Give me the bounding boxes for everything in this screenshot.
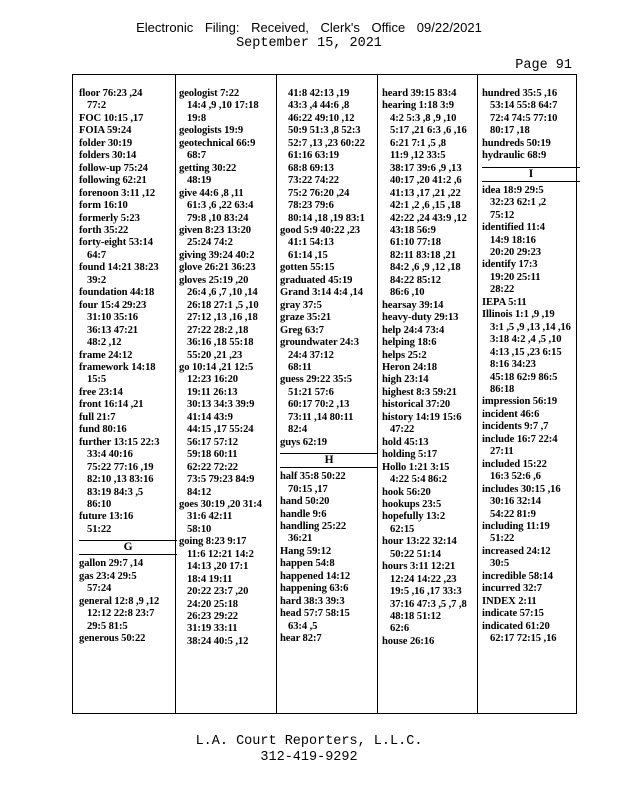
index-continuation-line: 14:4 ,9 ,10 17:18 bbox=[187, 100, 259, 112]
index-entry: geologist 7:22 bbox=[179, 88, 240, 99]
index-continuation-line: 86:18 bbox=[490, 383, 515, 395]
index-entry: floor 76:23 ,24 bbox=[79, 88, 143, 99]
index-continuation-line: 42:1 ,2 ,6 ,15 ,18 bbox=[390, 200, 461, 212]
footer-phone: 312-419-9292 bbox=[260, 750, 358, 765]
index-continuation-line: 27:22 28:2 ,18 bbox=[187, 324, 249, 336]
column-divider bbox=[276, 75, 277, 713]
index-entry: house 26:16 bbox=[382, 635, 435, 647]
index-entry: forenoon 3:11 ,12 bbox=[79, 187, 156, 199]
index-continuation-line: 57:24 bbox=[87, 583, 112, 595]
index-continuation-line: 24:20 25:18 bbox=[187, 598, 238, 610]
index-continuation-line: 48:2 ,12 bbox=[87, 337, 122, 349]
index-continuation-line: 82:11 83:18 ,21 bbox=[390, 249, 456, 261]
index-continuation-line: 12:12 22:8 23:7 bbox=[87, 608, 155, 620]
index-entry: happened 14:12 bbox=[280, 570, 351, 582]
index-continuation-line: 75:12 bbox=[490, 209, 515, 221]
index-continuation-line: 72:4 74:5 77:10 bbox=[490, 112, 558, 124]
section-letter: I bbox=[482, 167, 580, 182]
index-column-1 bbox=[79, 88, 177, 645]
index-entry: incurred 32:7 bbox=[482, 583, 543, 595]
index-entry: high 23:14 bbox=[382, 374, 429, 386]
index-continuation-line: 86:10 bbox=[87, 498, 112, 510]
filing-header: Electronic Filing: Received, Clerk's Office 09/22/2021 bbox=[136, 20, 482, 35]
index-continuation-line: 16:3 52:6 ,6 bbox=[490, 471, 541, 483]
index-entry: help 24:4 73:4 bbox=[382, 324, 445, 336]
index-entry: hear 82:7 bbox=[280, 633, 322, 645]
index-entry: Heron 24:18 bbox=[382, 361, 437, 373]
index-entry: further 13:15 22:3 bbox=[79, 436, 160, 448]
index-continuation-line: 27:12 ,13 ,16 ,18 bbox=[187, 312, 258, 324]
index-entry: future 13:16 bbox=[79, 511, 134, 523]
index-entry: incidents 9:7 ,7 bbox=[482, 421, 549, 433]
index-entry: Greg 63:7 bbox=[280, 324, 324, 336]
index-continuation-line: 18:4 19:11 bbox=[187, 573, 233, 585]
index-continuation-line: 29:5 81:5 bbox=[87, 620, 128, 632]
index-entry: graze 35:21 bbox=[280, 312, 331, 324]
index-continuation-line: 19:8 bbox=[187, 112, 207, 124]
index-entry: good 5:9 40:22 ,23 bbox=[280, 224, 361, 236]
index-continuation-line: 31:10 35:16 bbox=[87, 312, 138, 324]
index-entry: includes 30:15 ,16 bbox=[482, 483, 561, 495]
index-entry: handle 9:6 bbox=[280, 508, 327, 520]
index-continuation-line: 80:17 ,18 bbox=[490, 125, 530, 137]
section-letter: G bbox=[79, 540, 177, 555]
index-entry: included 15:22 bbox=[482, 458, 547, 470]
index-entry: hearsay 39:14 bbox=[382, 299, 444, 311]
footer-company: L.A. Court Reporters, L.L.C. bbox=[195, 734, 423, 749]
index-entry: going 8:23 9:17 bbox=[179, 536, 247, 548]
index-continuation-line: 52:7 ,13 ,23 60:22 bbox=[288, 137, 365, 149]
index-continuation-line: 68:11 bbox=[288, 361, 312, 373]
index-continuation-line: 61:16 63:19 bbox=[288, 150, 339, 162]
index-entry: go 10:14 ,21 12:5 bbox=[179, 361, 254, 373]
index-entry: Illinois 1:1 ,9 ,19 bbox=[482, 309, 555, 321]
index-entry: found 14:21 38:23 bbox=[79, 262, 159, 274]
index-entry: full 21:7 bbox=[79, 411, 116, 423]
index-continuation-line: 20:20 29:23 bbox=[490, 246, 541, 258]
index-page-frame bbox=[72, 74, 577, 714]
index-entry: free 23:14 bbox=[79, 386, 123, 398]
index-entry: heavy-duty 29:13 bbox=[382, 312, 459, 324]
index-continuation-line: 62:6 bbox=[390, 623, 410, 635]
index-column-5 bbox=[482, 88, 580, 645]
index-continuation-line: 38:17 39:6 ,9 ,13 bbox=[390, 162, 462, 174]
index-continuation-line: 82:10 ,13 83:16 bbox=[87, 474, 154, 486]
index-entry: identify 17:3 bbox=[482, 259, 538, 271]
index-entry: hundreds 50:19 bbox=[482, 137, 551, 149]
index-continuation-line: 83:19 84:3 ,5 bbox=[87, 486, 144, 498]
index-entry: helps 25:2 bbox=[382, 349, 427, 361]
index-continuation-line: 47:22 bbox=[390, 424, 415, 436]
index-continuation-line: 39:2 bbox=[87, 274, 107, 286]
index-entry: increased 24:12 bbox=[482, 545, 551, 557]
index-continuation-line: 42:22 ,24 43:9 ,12 bbox=[390, 212, 467, 224]
index-continuation-line: 80:14 ,18 ,19 83:1 bbox=[288, 212, 365, 224]
index-entry: impression 56:19 bbox=[482, 396, 558, 408]
index-continuation-line: 51:21 57:6 bbox=[288, 386, 334, 398]
index-entry: forty-eight 53:14 bbox=[79, 237, 153, 249]
index-entry: holding 5:17 bbox=[382, 449, 438, 461]
index-continuation-line: 50:22 51:14 bbox=[390, 548, 441, 560]
index-entry: head 57:7 58:15 bbox=[280, 608, 350, 620]
filing-date: September 15, 2021 bbox=[236, 36, 382, 51]
index-entry: gallon 29:7 ,14 bbox=[79, 558, 144, 570]
index-entry: history 14:19 15:6 bbox=[382, 411, 462, 423]
index-entry: including 11:19 bbox=[482, 520, 550, 532]
index-continuation-line: 27:11 bbox=[490, 446, 514, 458]
index-column-2 bbox=[179, 88, 277, 648]
index-entry: hand 50:20 bbox=[280, 496, 330, 508]
index-entry: hold 45:13 bbox=[382, 436, 429, 448]
index-continuation-line: 51:22 bbox=[490, 533, 515, 545]
index-entry: gas 23:4 29:5 bbox=[79, 570, 137, 582]
index-entry: gray 37:5 bbox=[280, 299, 322, 311]
index-entry: hearing 1:18 3:9 bbox=[382, 100, 454, 112]
index-entry: hard 38:3 39:3 bbox=[280, 595, 345, 607]
index-column-4 bbox=[382, 88, 480, 648]
index-entry: helping 18:6 bbox=[382, 337, 437, 349]
index-entry: foundation 44:18 bbox=[79, 287, 155, 299]
index-continuation-line: 73:11 ,14 80:11 bbox=[288, 411, 354, 423]
index-entry: follow-up 75:24 bbox=[79, 162, 148, 174]
index-continuation-line: 61:14 ,15 bbox=[288, 249, 328, 261]
index-entry: getting 30:22 bbox=[179, 162, 237, 174]
index-entry: idea 18:9 29:5 bbox=[482, 184, 544, 196]
index-entry: indicated 61:20 bbox=[482, 620, 550, 632]
index-continuation-line: 25:24 74:2 bbox=[187, 237, 233, 249]
index-continuation-line: 53:14 55:8 64:7 bbox=[490, 100, 558, 112]
index-entry: Hollo 1:21 3:15 bbox=[382, 461, 450, 473]
index-continuation-line: 37:16 47:3 ,5 ,7 ,8 bbox=[390, 598, 467, 610]
index-continuation-line: 4:2 5:3 ,8 ,9 ,10 bbox=[390, 112, 457, 124]
index-continuation-line: 51:22 bbox=[87, 523, 112, 535]
index-continuation-line: 41:14 43:9 bbox=[187, 411, 233, 423]
index-continuation-line: 31:19 33:11 bbox=[187, 623, 238, 635]
index-continuation-line: 30:5 bbox=[490, 558, 510, 570]
index-entry: folder 30:19 bbox=[79, 137, 133, 149]
index-continuation-line: 62:15 bbox=[390, 523, 415, 535]
index-continuation-line: 26:4 ,6 ,7 ,10 ,14 bbox=[187, 287, 258, 299]
index-continuation-line: 48:19 bbox=[187, 175, 212, 187]
index-continuation-line: 56:17 57:12 bbox=[187, 436, 238, 448]
index-entry: forth 35:22 bbox=[79, 224, 129, 236]
index-entry: glove 26:21 36:23 bbox=[179, 262, 256, 274]
index-continuation-line: 62:17 72:15 ,16 bbox=[490, 633, 557, 645]
index-continuation-line: 36:16 ,18 55:18 bbox=[187, 337, 254, 349]
index-continuation-line: 55:20 ,21 ,23 bbox=[187, 349, 243, 361]
index-entry: hours 3:11 12:21 bbox=[382, 561, 456, 573]
index-entry: hundred 35:5 ,16 bbox=[482, 88, 558, 99]
index-entry: goes 30:19 ,20 31:4 bbox=[179, 498, 262, 510]
index-continuation-line: 70:15 ,17 bbox=[288, 483, 328, 495]
index-continuation-line: 31:6 42:11 bbox=[187, 511, 233, 523]
index-continuation-line: 19:5 ,16 ,17 33:3 bbox=[390, 586, 462, 598]
index-entry: INDEX 2:11 bbox=[482, 595, 537, 607]
index-entry: identified 11:4 bbox=[482, 222, 545, 234]
index-entry: guess 29:22 35:5 bbox=[280, 374, 352, 386]
index-entry: groundwater 24:3 bbox=[280, 337, 359, 349]
index-continuation-line: 41:13 ,17 ,21 ,22 bbox=[390, 187, 461, 199]
index-continuation-line: 40:17 ,20 41:2 ,6 bbox=[390, 175, 462, 187]
index-continuation-line: 36:13 47:21 bbox=[87, 324, 138, 336]
index-continuation-line: 4:13 ,15 ,23 6:15 bbox=[490, 346, 562, 358]
index-entry: happen 54:8 bbox=[280, 558, 335, 570]
index-entry: geologists 19:9 bbox=[179, 125, 244, 137]
index-continuation-line: 82:4 bbox=[288, 424, 308, 436]
index-entry: given 8:23 13:20 bbox=[179, 224, 251, 236]
index-entry: folders 30:14 bbox=[79, 150, 137, 162]
column-divider bbox=[377, 75, 378, 713]
index-continuation-line: 3:18 4:2 ,4 ,5 ,10 bbox=[490, 334, 562, 346]
index-continuation-line: 60:17 70:2 ,13 bbox=[288, 399, 350, 411]
index-continuation-line: 26:23 29:22 bbox=[187, 611, 238, 623]
index-entry: hookups 23:5 bbox=[382, 498, 442, 510]
index-entry: framework 14:18 bbox=[79, 361, 156, 373]
index-continuation-line: 11:6 12:21 14:2 bbox=[187, 548, 254, 560]
index-continuation-line: 41:1 54:13 bbox=[288, 237, 334, 249]
index-continuation-line: 30:13 34:3 39:9 bbox=[187, 399, 255, 411]
index-entry: front 16:14 ,21 bbox=[79, 399, 144, 411]
index-entry: four 15:4 29:23 bbox=[79, 299, 147, 311]
index-continuation-line: 84:22 85:12 bbox=[390, 274, 441, 286]
index-entry: fund 80:16 bbox=[79, 424, 127, 436]
index-continuation-line: 58:10 bbox=[187, 523, 212, 535]
index-entry: heard 39:15 83:4 bbox=[382, 88, 457, 99]
index-entry: hook 56:20 bbox=[382, 486, 431, 498]
column-divider bbox=[175, 75, 176, 713]
index-continuation-line: 5:17 ,21 6:3 ,6 ,16 bbox=[390, 125, 467, 137]
index-continuation-line: 4:22 5:4 86:2 bbox=[390, 474, 447, 486]
index-continuation-line: 48:18 51:12 bbox=[390, 611, 441, 623]
index-entry: historical 37:20 bbox=[382, 399, 451, 411]
index-entry: guys 62:19 bbox=[280, 436, 327, 448]
index-continuation-line: 75:2 76:20 ,24 bbox=[288, 187, 350, 199]
index-entry: gloves 25:19 ,20 bbox=[179, 274, 249, 286]
index-continuation-line: 64:7 bbox=[87, 249, 107, 261]
index-continuation-line: 6:21 7:1 ,5 ,8 bbox=[390, 137, 446, 149]
index-continuation-line: 28:22 bbox=[490, 284, 515, 296]
index-entry: hydraulic 68:9 bbox=[482, 150, 547, 162]
index-continuation-line: 45:18 62:9 86:5 bbox=[490, 371, 558, 383]
index-continuation-line: 3:1 ,5 ,9 ,13 ,14 ,16 bbox=[490, 321, 571, 333]
index-entry: happening 63:6 bbox=[280, 583, 349, 595]
index-continuation-line: 68:8 69:13 bbox=[288, 162, 334, 174]
index-entry: following 62:21 bbox=[79, 175, 147, 187]
index-continuation-line: 50:9 51:3 ,8 52:3 bbox=[288, 125, 361, 137]
index-entry: handling 25:22 bbox=[280, 520, 347, 532]
index-continuation-line: 77:2 bbox=[87, 100, 107, 112]
index-continuation-line: 62:22 72:22 bbox=[187, 461, 238, 473]
index-continuation-line: 26:18 27:1 ,5 ,10 bbox=[187, 299, 259, 311]
index-continuation-line: 33:4 40:16 bbox=[87, 449, 133, 461]
index-entry: hopefully 13:2 bbox=[382, 511, 446, 523]
index-continuation-line: 36:21 bbox=[288, 533, 313, 545]
column-divider bbox=[477, 75, 478, 713]
index-continuation-line: 84:12 bbox=[187, 486, 212, 498]
index-entry: indicate 57:15 bbox=[482, 608, 544, 620]
index-entry: IEPA 5:11 bbox=[482, 296, 527, 308]
index-continuation-line: 14:9 18:16 bbox=[490, 234, 536, 246]
page-number: Page 91 bbox=[515, 58, 572, 73]
index-entry: graduated 45:19 bbox=[280, 274, 353, 286]
index-entry: gotten 55:15 bbox=[280, 262, 335, 274]
index-entry: formerly 5:23 bbox=[79, 212, 140, 224]
index-continuation-line: 75:22 77:16 ,19 bbox=[87, 461, 154, 473]
index-continuation-line: 32:23 62:1 ,2 bbox=[490, 197, 547, 209]
index-entry: incident 46:6 bbox=[482, 408, 540, 420]
index-continuation-line: 59:18 60:11 bbox=[187, 449, 238, 461]
index-entry: general 12:8 ,9 ,12 bbox=[79, 595, 160, 607]
index-continuation-line: 73:22 74:22 bbox=[288, 175, 339, 187]
index-continuation-line: 44:15 ,17 55:24 bbox=[187, 424, 254, 436]
index-entry: Grand 3:14 4:4 ,14 bbox=[280, 287, 363, 299]
index-entry: give 44:6 ,8 ,11 bbox=[179, 187, 244, 199]
index-column-3 bbox=[280, 88, 378, 645]
index-continuation-line: 20:22 23:7 ,20 bbox=[187, 586, 249, 598]
index-continuation-line: 41:8 42:13 ,19 bbox=[288, 88, 350, 99]
index-entry: giving 39:24 40:2 bbox=[179, 249, 255, 261]
index-continuation-line: 84:2 ,6 ,9 ,12 ,18 bbox=[390, 262, 461, 274]
index-continuation-line: 19:20 25:11 bbox=[490, 271, 541, 283]
index-continuation-line: 86:6 ,10 bbox=[390, 287, 425, 299]
index-entry: form 16:10 bbox=[79, 200, 128, 212]
index-continuation-line: 19:11 26:13 bbox=[187, 386, 238, 398]
index-entry: generous 50:22 bbox=[79, 633, 146, 645]
index-entry: half 35:8 50:22 bbox=[280, 471, 346, 483]
index-entry: hour 13:22 32:14 bbox=[382, 536, 457, 548]
index-continuation-line: 15:5 bbox=[87, 374, 107, 386]
index-continuation-line: 78:23 79:6 bbox=[288, 200, 334, 212]
index-entry: Hang 59:12 bbox=[280, 545, 332, 557]
index-continuation-line: 30:16 32:14 bbox=[490, 496, 541, 508]
index-continuation-line: 38:24 40:5 ,12 bbox=[187, 635, 249, 647]
section-letter: H bbox=[280, 453, 378, 468]
index-continuation-line: 61:10 77:18 bbox=[390, 237, 441, 249]
index-entry: incredible 58:14 bbox=[482, 570, 553, 582]
index-continuation-line: 73:5 79:23 84:9 bbox=[187, 474, 255, 486]
index-continuation-line: 14:13 ,20 17:1 bbox=[187, 561, 249, 573]
index-continuation-line: 61:3 ,6 ,22 63:4 bbox=[187, 200, 254, 212]
index-continuation-line: 63:4 ,5 bbox=[288, 620, 318, 632]
index-entry: FOC 10:15 ,17 bbox=[79, 112, 144, 124]
index-continuation-line: 12:24 14:22 ,23 bbox=[390, 573, 457, 585]
index-continuation-line: 46:22 49:10 ,12 bbox=[288, 112, 355, 124]
index-entry: highest 8:3 59:21 bbox=[382, 386, 457, 398]
index-continuation-line: 11:9 ,12 33:5 bbox=[390, 150, 446, 162]
index-continuation-line: 8:16 34:23 bbox=[490, 359, 536, 371]
index-entry: frame 24:12 bbox=[79, 349, 133, 361]
index-continuation-line: 68:7 bbox=[187, 150, 207, 162]
index-entry: include 16:7 22:4 bbox=[482, 433, 558, 445]
index-continuation-line: 24:4 37:12 bbox=[288, 349, 334, 361]
index-continuation-line: 54:22 81:9 bbox=[490, 508, 536, 520]
index-entry: FOIA 59:24 bbox=[79, 125, 132, 137]
index-continuation-line: 43:18 56:9 bbox=[390, 224, 436, 236]
index-continuation-line: 12:23 16:20 bbox=[187, 374, 238, 386]
index-entry: geotechnical 66:9 bbox=[179, 137, 256, 149]
index-continuation-line: 43:3 ,4 44:6 ,8 bbox=[288, 100, 350, 112]
index-continuation-line: 79:8 ,10 83:24 bbox=[187, 212, 249, 224]
